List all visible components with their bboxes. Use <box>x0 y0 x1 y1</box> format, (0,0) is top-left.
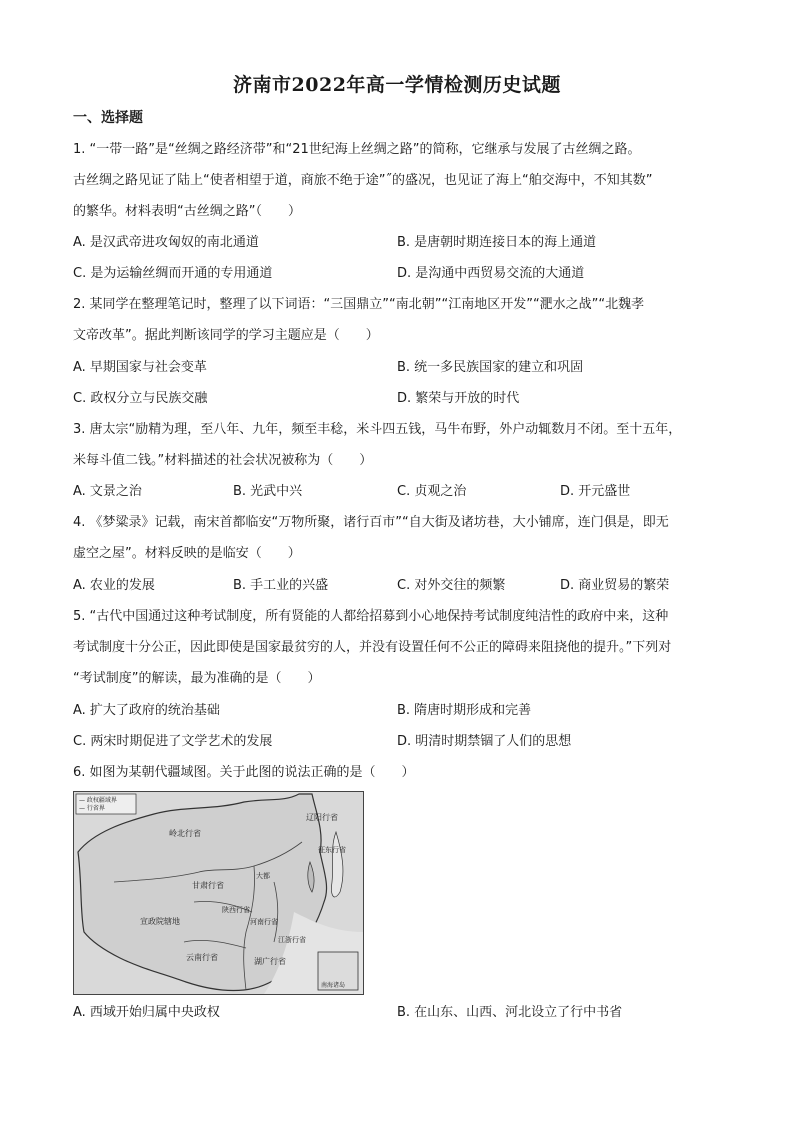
question-2-line-1: 2. 某同学在整理笔记时，整理了以下词语：“三国鼎立”“南北朝”“江南地区开发”“淝水之战”“北魏孝 <box>73 297 645 312</box>
question-2-option-b: B. 统一多民族国家的建立和巩固 <box>397 360 584 375</box>
question-3-option-c: C. 贞观之治 <box>397 484 467 499</box>
question-4-option-b: B. 手工业的兴盛 <box>233 578 329 593</box>
question-6-option-a: A. 西域开始归属中央政权 <box>73 1005 220 1020</box>
question-3-option-b: B. 光武中兴 <box>233 484 303 499</box>
question-4-option-a: A. 农业的发展 <box>73 578 155 593</box>
question-4-option-c: C. 对外交往的频繁 <box>397 578 506 593</box>
question-5-line-3: “考试制度”的解读，最为准确的是（ ） <box>73 671 321 686</box>
question-2-option-a: A. 早期国家与社会变革 <box>73 360 207 375</box>
question-3-option-d: D. 开元盛世 <box>560 484 631 499</box>
question-1-option-c: C. 是为运输丝绸而开通的专用通道 <box>73 266 273 281</box>
map-label-xuanzheng: 宣政院辖地 <box>140 917 180 926</box>
page-title: 济南市2022年高一学情检测历史试题 <box>233 74 561 96</box>
question-3-line-1: 3. 唐太宗“励精为理，至八年、九年，频至丰稔，米斗四五钱，马牛布野，外户动辄数月不闭。至十五年， <box>73 422 682 437</box>
question-4-line-1: 4. 《梦粱录》记载，南宋首都临安“万物所聚，诸行百市”“自大街及诸坊巷，大小铺席，连门俱是，即无 <box>73 515 669 530</box>
territory-map-drawing <box>74 792 363 994</box>
question-1-line-2: 古丝绸之路见证了陆上“使者相望于道，商旅不绝于途”˝的盛况，也见证了海上“舶交海中，不知其数” <box>73 173 653 188</box>
question-4-line-2: 虚空之屋”。材料反映的是临安（ ） <box>73 546 301 561</box>
territory-map <box>73 791 364 995</box>
question-5-line-1: 5. “古代中国通过这种考试制度，所有贤能的人都给招募到小心地保持考试制度纯洁性的政府中来，这种 <box>73 609 669 624</box>
question-2-option-d: D. 繁荣与开放的时代 <box>397 391 520 406</box>
map-label-henan: 河南行省 <box>250 918 278 926</box>
map-label-yunnan: 云南行省 <box>186 953 218 962</box>
question-4-option-d: D. 商业贸易的繁荣 <box>560 578 670 593</box>
question-6-line-1: 6. 如图为某朝代疆域图。关于此图的说法正确的是（ ） <box>73 765 415 780</box>
question-1-option-a: A. 是汉武帝进攻匈奴的南北通道 <box>73 235 259 250</box>
map-legend-label-1: — 政权疆域界 <box>79 797 117 804</box>
question-1-option-d: D. 是沟通中西贸易交流的大通道 <box>397 266 585 281</box>
question-5-option-a: A. 扩大了政府的统治基础 <box>73 703 220 718</box>
map-label-jiangzhe: 江浙行省 <box>278 936 306 944</box>
map-islands <box>331 832 342 897</box>
map-label-dadu: 大都 <box>256 872 270 880</box>
question-1-option-b: B. 是唐朝时期连接日本的海上通道 <box>397 235 597 250</box>
question-1-line-1: 1. “一带一路”是“丝绸之路经济带”和“21世纪海上丝绸之路”的简称，它继承与发展了古丝绸之路。 <box>73 142 641 157</box>
question-2-line-2: 文帝改革”。据此判断该同学的学习主题应是（ ） <box>73 328 379 343</box>
map-inset-label: 南海诸岛 <box>321 982 346 989</box>
question-2-option-c: C. 政权分立与民族交融 <box>73 391 208 406</box>
question-5-option-b: B. 隋唐时期形成和完善 <box>397 703 532 718</box>
map-legend-label-2: — 行省界 <box>79 805 105 812</box>
map-label-zhengdong: 征东行省 <box>318 846 346 854</box>
question-1-line-3: 的繁华。材料表明“古丝绸之路”（ ） <box>73 204 301 219</box>
map-label-huguang: 湖广行省 <box>254 957 286 966</box>
question-5-option-c: C. 两宋时期促进了文学艺术的发展 <box>73 734 273 749</box>
question-3-line-2: 米每斗值二钱。”材料描述的社会状况被称为（ ） <box>73 453 373 468</box>
question-5-line-2: 考试制度十分公正，因此即使是国家最贫穷的人，并没有设置任何不公正的障碍来阻挠他的提升。”下列对 <box>73 640 672 655</box>
map-label-lingbei: 岭北行省 <box>169 829 201 838</box>
question-3-option-a: A. 文景之治 <box>73 484 142 499</box>
map-label-shaanxi: 陕西行省 <box>222 906 250 914</box>
question-6-option-b: B. 在山东、山西、河北设立了行中书省 <box>397 1005 623 1020</box>
question-5-option-d: D. 明清时期禁锢了人们的思想 <box>397 734 572 749</box>
map-label-liaoyang: 辽阳行省 <box>306 813 338 822</box>
section-heading: 一、选择题 <box>73 110 143 126</box>
map-label-gansu: 甘肃行省 <box>192 881 224 890</box>
